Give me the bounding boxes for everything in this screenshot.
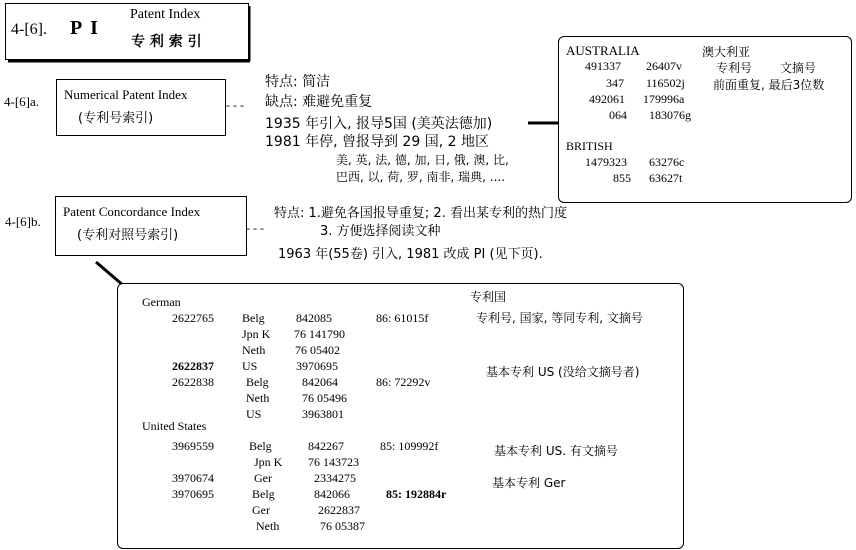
header-label: 4-[6]. (11, 21, 47, 38)
australia-col1-cn: 专利号 (716, 61, 753, 75)
header-title-en: Patent Index (130, 7, 201, 22)
table-row-country: Belg (249, 439, 272, 453)
concordance-note-feature-3: 3. 方便选择阅读文种 (320, 224, 441, 239)
table-row-eq: 2622837 (318, 503, 360, 517)
numerical-note-countries-1: 美, 英, 法, 德, 加, 日, 俄, 澳, 比, (336, 153, 509, 167)
gb-row-1-num: 1479323 (585, 155, 627, 169)
concordance-section-label: 4-[6]b. (5, 214, 41, 229)
concordance-note-feature: 特点: 1.避免各国报导重复; 2. 看出某专利的热门度 (274, 206, 567, 221)
desc-basic-us-no-abs: 基本专利 US (没给文摘号者) (486, 365, 640, 379)
header-title-cn: 专 利 索 引 (131, 34, 202, 50)
numerical-box-title: Numerical Patent Index (64, 87, 188, 102)
table-row-country: Belg (246, 375, 269, 389)
numerical-dash: - - - (226, 98, 244, 112)
table-row-num: 2622838 (172, 375, 214, 389)
us-heading: United States (142, 419, 207, 433)
table-row-eq: 3963801 (302, 407, 344, 421)
au-row-4-num: 064 (609, 108, 627, 122)
au-row-3-abs: 179996a (643, 92, 685, 106)
numerical-note-feature: 特点: 简洁 (265, 74, 331, 90)
table-row-num-highlight: 2622837 (172, 359, 214, 373)
table-row-eq: 842064 (302, 375, 338, 389)
concordance-note-history: 1963 年(55卷) 引入, 1981 改成 PI (见下页). (278, 247, 543, 262)
table-row-eq: 3970695 (296, 359, 338, 373)
table-row-eq: 76 141790 (294, 327, 345, 341)
table-row-country: Ger (254, 471, 272, 485)
australia-heading: AUSTRALIA (566, 43, 640, 58)
table-row-abs: 86: 61015f (376, 311, 429, 325)
table-row-country: Ger (252, 503, 270, 517)
header-pi: P I (70, 17, 100, 39)
numerical-section-label: 4-[6]a. (4, 94, 40, 109)
table-row-eq: 76 05402 (295, 343, 340, 357)
table-row-country: US (242, 359, 258, 373)
table-row-num: 3970695 (172, 487, 214, 501)
gb-row-2-abs: 63627t (649, 171, 683, 185)
table-row-abs: 85: 109992f (380, 439, 439, 453)
table-row-eq: 76 05496 (302, 391, 347, 405)
australia-col2-cn: 文摘号 (780, 61, 817, 75)
concordance-box-subtitle: (专利对照号索引) (77, 228, 179, 243)
numerical-note-drawback: 缺点: 难避免重复 (265, 94, 373, 110)
table-row-eq: 76 143723 (308, 455, 359, 469)
au-row-2-num: 347 (606, 76, 624, 90)
numerical-box-subtitle: (专利号索引) (78, 111, 154, 126)
table-row-country: Jpn K (242, 327, 271, 341)
au-row-2-abs: 116502j (646, 76, 685, 90)
british-heading: BRITISH (566, 139, 613, 153)
table-row-eq: 842066 (314, 487, 350, 501)
numerical-note-history-2: 1981 年停, 曾报导到 29 国, 2 地区 (265, 134, 489, 150)
australia-note-cn: 前面重复, 最后3位数 (713, 78, 825, 92)
table-row-eq: 842267 (308, 439, 344, 453)
numerical-note-history-1: 1935 年引入, 报导5国 (美英法德加) (265, 116, 493, 132)
table-row-num: 3969559 (172, 439, 214, 453)
table-row-abs: 86: 72292v (376, 375, 431, 389)
table-row-country: Neth (256, 519, 280, 533)
table-row-num: 3970674 (172, 471, 214, 485)
table-row-country: Jpn K (254, 455, 283, 469)
concordance-dash: - - - (246, 221, 264, 235)
table-row-eq: 842085 (296, 311, 332, 325)
gb-row-1-abs: 63276c (649, 155, 685, 169)
desc-patent-columns: 专利号, 国家, 等同专利, 文摘号 (476, 311, 643, 325)
gb-row-2-num: 855 (613, 171, 631, 185)
german-heading: German (142, 295, 181, 309)
au-row-1-num: 491337 (585, 59, 621, 73)
desc-basic-ger: 基本专利 Ger (492, 476, 566, 490)
au-row-3-num: 492061 (589, 92, 625, 106)
desc-basic-us-with-abs: 基本专利 US. 有文摘号 (494, 444, 618, 458)
concordance-box-title: Patent Concordance Index (63, 204, 201, 219)
australia-cn-title: 澳大利亚 (702, 45, 751, 59)
numerical-note-countries-2: 巴西, 以, 荷, 罗, 南非, 瑞典, .... (336, 170, 506, 184)
table-row-num: 2622765 (172, 311, 214, 325)
table-row-country: Belg (242, 311, 265, 325)
table-row-eq: 76 05387 (320, 519, 365, 533)
table-row-abs-highlight: 85: 192884r (386, 487, 447, 501)
au-row-4-abs: 183076g (649, 108, 691, 122)
table-row-country: US (246, 407, 262, 421)
table-row-country: Neth (242, 343, 266, 357)
au-row-1-abs: 26407v (646, 59, 682, 73)
table-row-eq: 2334275 (314, 471, 356, 485)
table-row-country: Belg (252, 487, 275, 501)
patent-country-cn: 专利国 (470, 290, 507, 304)
table-row-country: Neth (246, 391, 270, 405)
